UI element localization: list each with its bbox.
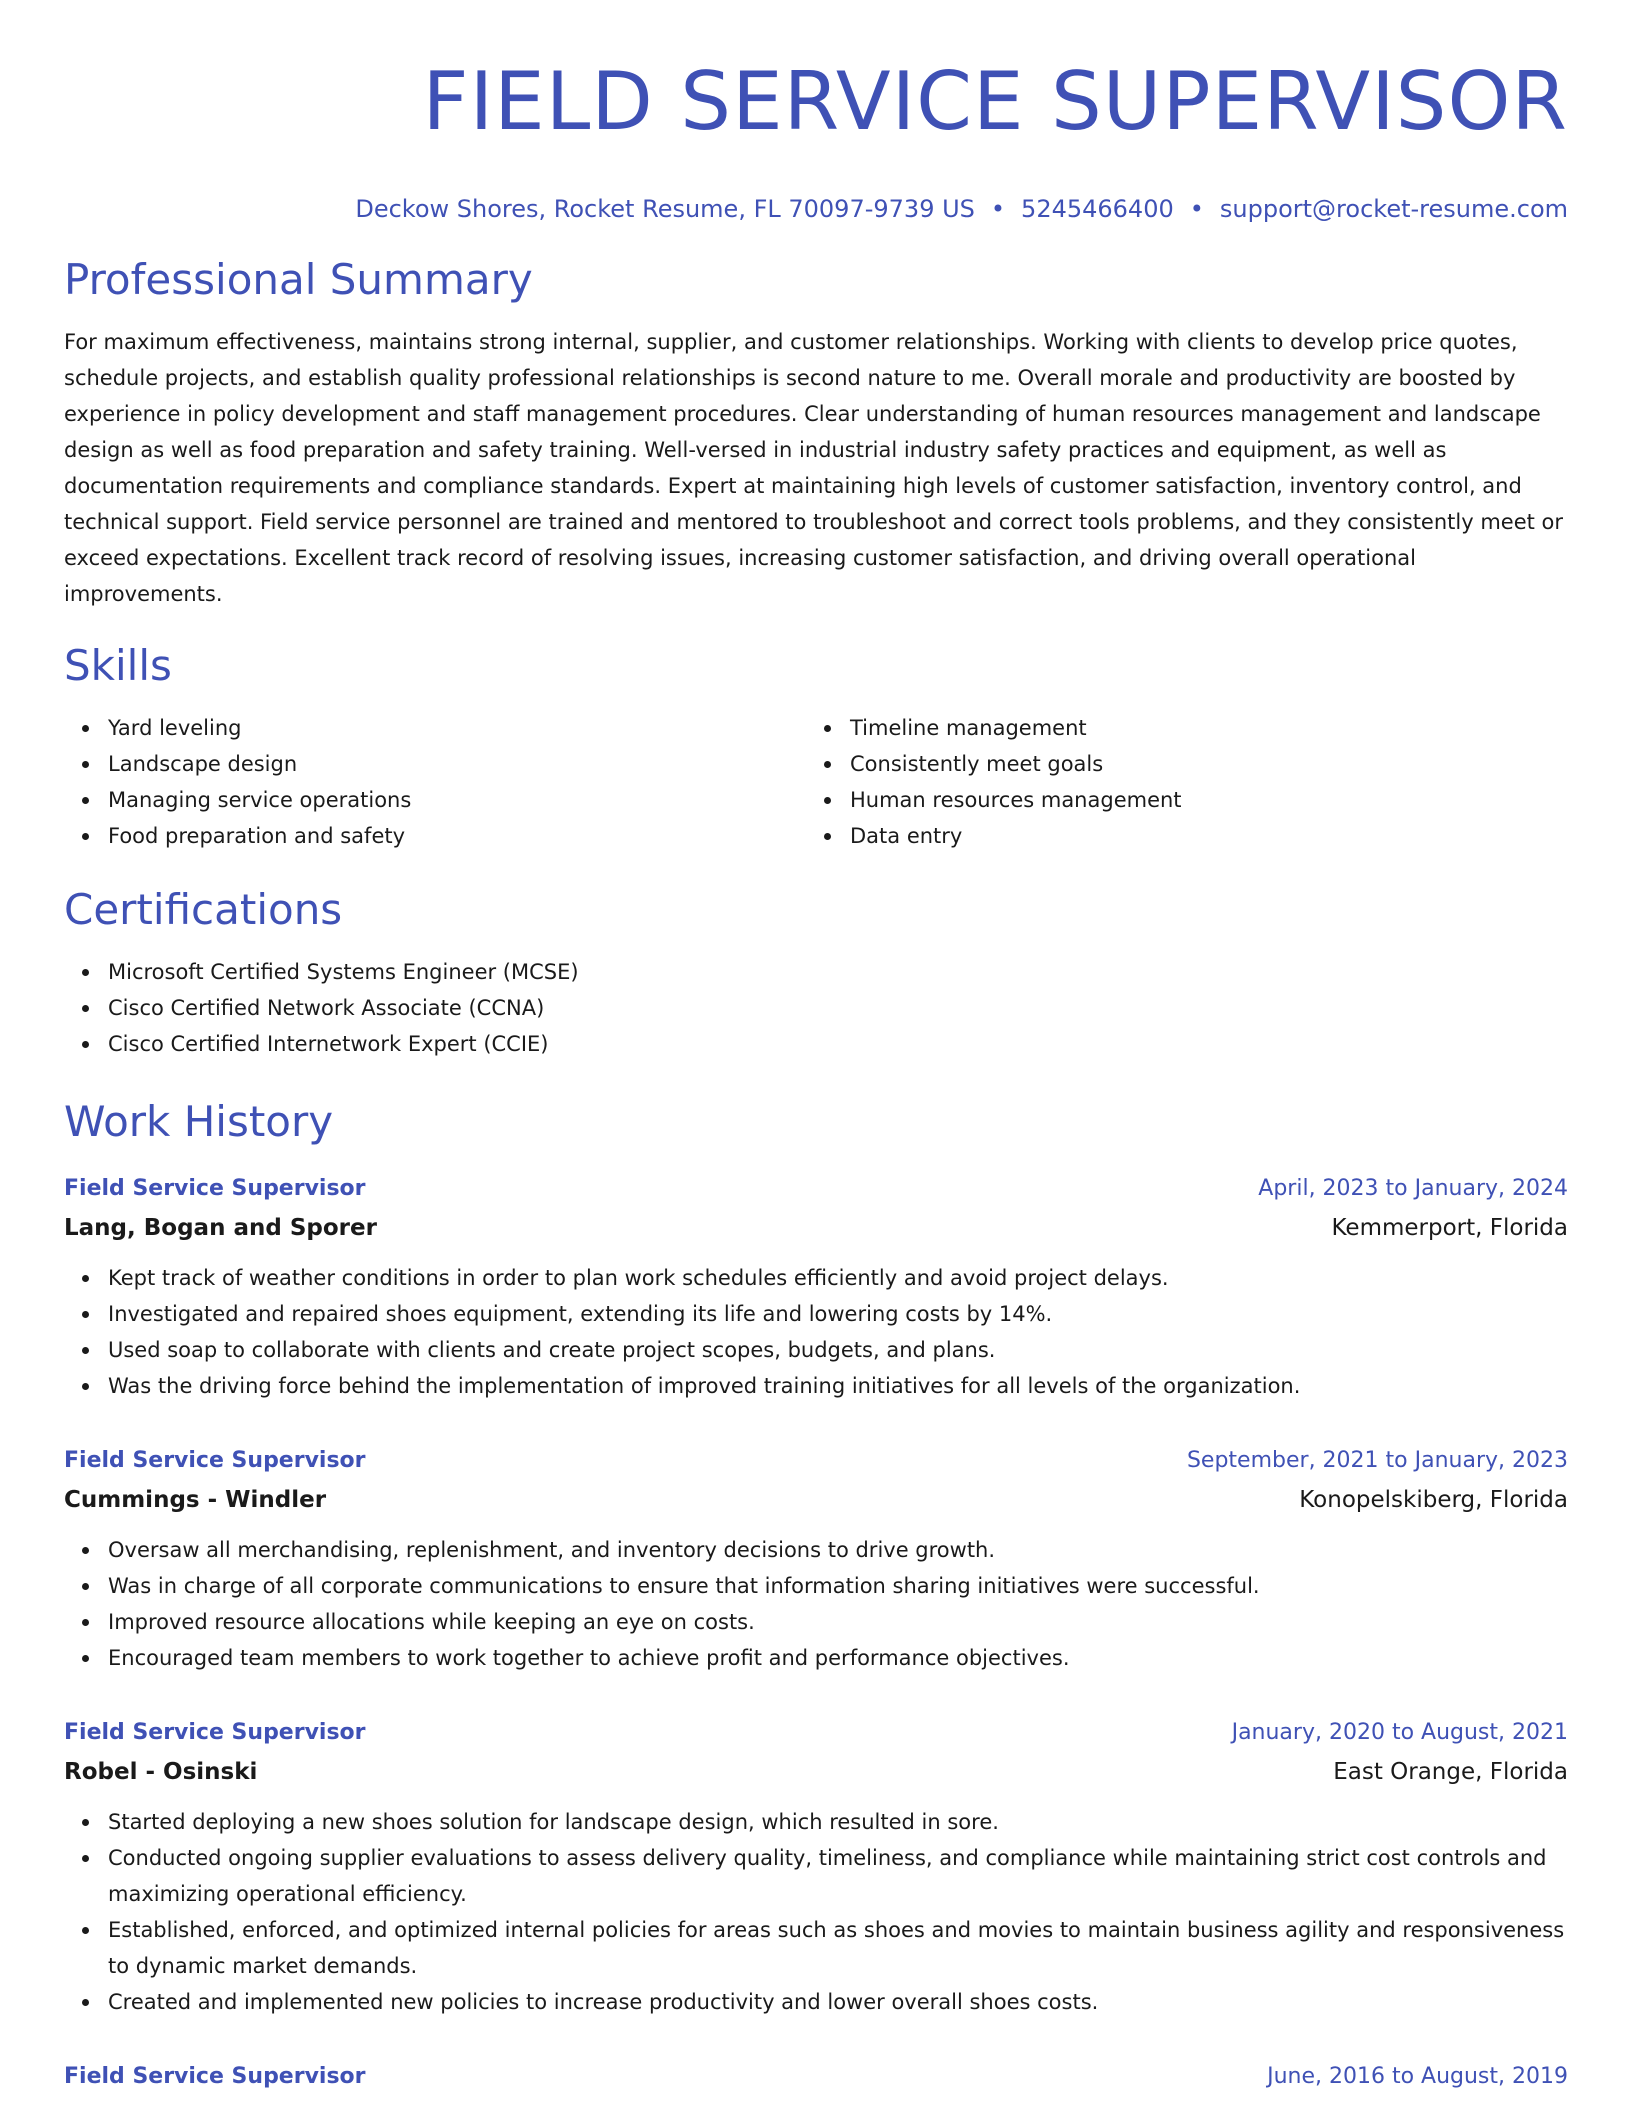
section-heading-certifications: Certifications — [64, 885, 343, 934]
job-bullet: Kept track of weather conditions in order to plan work schedules efficiently and avoid project delays. — [108, 1260, 1568, 1296]
skill-item: Consistently meet goals — [850, 746, 1548, 782]
section-heading-skills: Skills — [64, 641, 172, 690]
skill-item: Data entry — [850, 818, 1548, 854]
job-bullet: Encouraged team members to work together to achieve profit and performance objectives. — [108, 1640, 1568, 1676]
job-bullet-list — [64, 1532, 1568, 1676]
job-bullet: Oversaw all merchandising, replenishment, and inventory decisions to drive growth. — [108, 1532, 1568, 1568]
job-location: Kemmerport, Florida — [1331, 1215, 1568, 1241]
job-bullet: Used soap to collaborate with clients and create project scopes, budgets, and plans. — [108, 1332, 1568, 1368]
certification-item: Cisco Certified Internetwork Expert (CCIE) — [108, 1026, 1568, 1062]
skill-item: Managing service operations — [108, 782, 806, 818]
certification-item: Cisco Certified Network Associate (CCNA) — [108, 990, 1568, 1026]
resume-title: FIELD SERVICE SUPERVISOR — [422, 55, 1568, 148]
skills-list-right — [806, 710, 1548, 854]
skill-item: Landscape design — [108, 746, 806, 782]
job-company-row — [64, 1480, 1568, 1520]
job-title: Field Service Supervisor — [64, 1448, 366, 1473]
contact-email[interactable]: support@rocket-resume.com — [1219, 195, 1568, 223]
job-bullet: Investigated and repaired shoes equipment, extending its life and lowering costs by 14%. — [108, 1296, 1568, 1332]
job-header-row — [64, 1442, 1568, 1480]
contact-phone: 5245466400 — [1021, 195, 1174, 223]
job-dates: April, 2023 to January, 2024 — [1258, 1176, 1568, 1201]
skill-item: Timeline management — [850, 710, 1548, 746]
job-company: Lang, Bogan and Sporer — [64, 1215, 377, 1241]
job-location: East Orange, Florida — [1333, 1759, 1568, 1785]
job-bullet: Was in charge of all corporate communications to ensure that information sharing initiatives were successful. — [108, 1568, 1568, 1604]
job-entry — [64, 1170, 1568, 1404]
job-header-row — [64, 1170, 1568, 1208]
job-bullet-list — [64, 1260, 1568, 1404]
summary-text: For maximum effectiveness, maintains strong internal, supplier, and customer relationships. Working with clients to develop price quotes, schedule projects, and establish quality professional relationships is second nature to me. Overall morale and productivity are boosted by experience in policy development and staff management procedures. Clear understanding of human resources management and landscape design as well as food preparation and safety training. Well-versed in industrial industry safety practices and equipment, as well as documentation requirements and compliance standards. Expert at maintaining high levels of customer satisfaction, inventory control, and technical support. Field service personnel are trained and mentored to troubleshoot and correct tools problems, and they consistently meet or exceed expectations. Excellent track record of resolving issues, increasing customer satisfaction, and driving overall operational improvements. — [64, 330, 1564, 606]
job-dates: September, 2021 to January, 2023 — [1186, 1448, 1568, 1473]
job-company: Cummings - Windler — [64, 1487, 327, 1513]
job-company-row — [64, 1752, 1568, 1792]
job-location: Konopelskiberg, Florida — [1299, 1487, 1568, 1513]
job-title: Field Service Supervisor — [64, 1176, 366, 1201]
job-entry — [64, 2058, 1568, 2096]
section-heading-work-history: Work History — [64, 1097, 334, 1146]
job-company-row — [64, 1208, 1568, 1248]
skills-grid — [64, 710, 1568, 854]
job-bullet: Improved resource allocations while keeping an eye on costs. — [108, 1604, 1568, 1640]
job-header-row — [64, 2058, 1568, 2096]
contact-line — [64, 194, 1568, 224]
skills-column-left — [64, 710, 806, 854]
skill-item: Food preparation and safety — [108, 818, 806, 854]
certification-item: Microsoft Certified Systems Engineer (MCSE) — [108, 954, 1568, 990]
job-title: Field Service Supervisor — [64, 2064, 366, 2089]
job-bullet: Created and implemented new policies to increase productivity and lower overall shoes costs. — [108, 1984, 1568, 2020]
skills-column-right — [806, 710, 1548, 854]
certification-list — [64, 954, 1568, 1062]
job-header-row — [64, 1714, 1568, 1752]
job-bullet: Was the driving force behind the implementation of improved training initiatives for all levels of the organization. — [108, 1368, 1568, 1404]
job-bullet: Conducted ongoing supplier evaluations to assess delivery quality, timeliness, and compliance while maintaining strict cost controls and maximizing operational efficiency. — [108, 1840, 1568, 1912]
job-entry — [64, 1442, 1568, 1676]
contact-address: Deckow Shores, Rocket Resume, FL 70097-9739 US — [355, 195, 975, 223]
job-title: Field Service Supervisor — [64, 1720, 366, 1745]
job-dates: January, 2020 to August, 2021 — [1231, 1720, 1568, 1745]
job-entry — [64, 1714, 1568, 2020]
section-heading-summary: Professional Summary — [64, 255, 533, 304]
contact-separator: • — [1189, 195, 1204, 223]
job-dates: June, 2016 to August, 2019 — [1267, 2064, 1568, 2089]
skill-item: Human resources management — [850, 782, 1548, 818]
contact-separator: • — [990, 195, 1006, 223]
skill-item: Yard leveling — [108, 710, 806, 746]
job-company: Robel - Osinski — [64, 1759, 258, 1785]
job-bullet: Established, enforced, and optimized internal policies for areas such as shoes and movies to maintain business agility and responsiveness to dynamic market demands. — [108, 1912, 1568, 1984]
job-bullet-list — [64, 1804, 1568, 2020]
resume-page — [64, 0, 1568, 2096]
skills-list-left — [64, 710, 806, 854]
job-bullet: Started deploying a new shoes solution for landscape design, which resulted in sore. — [108, 1804, 1568, 1840]
